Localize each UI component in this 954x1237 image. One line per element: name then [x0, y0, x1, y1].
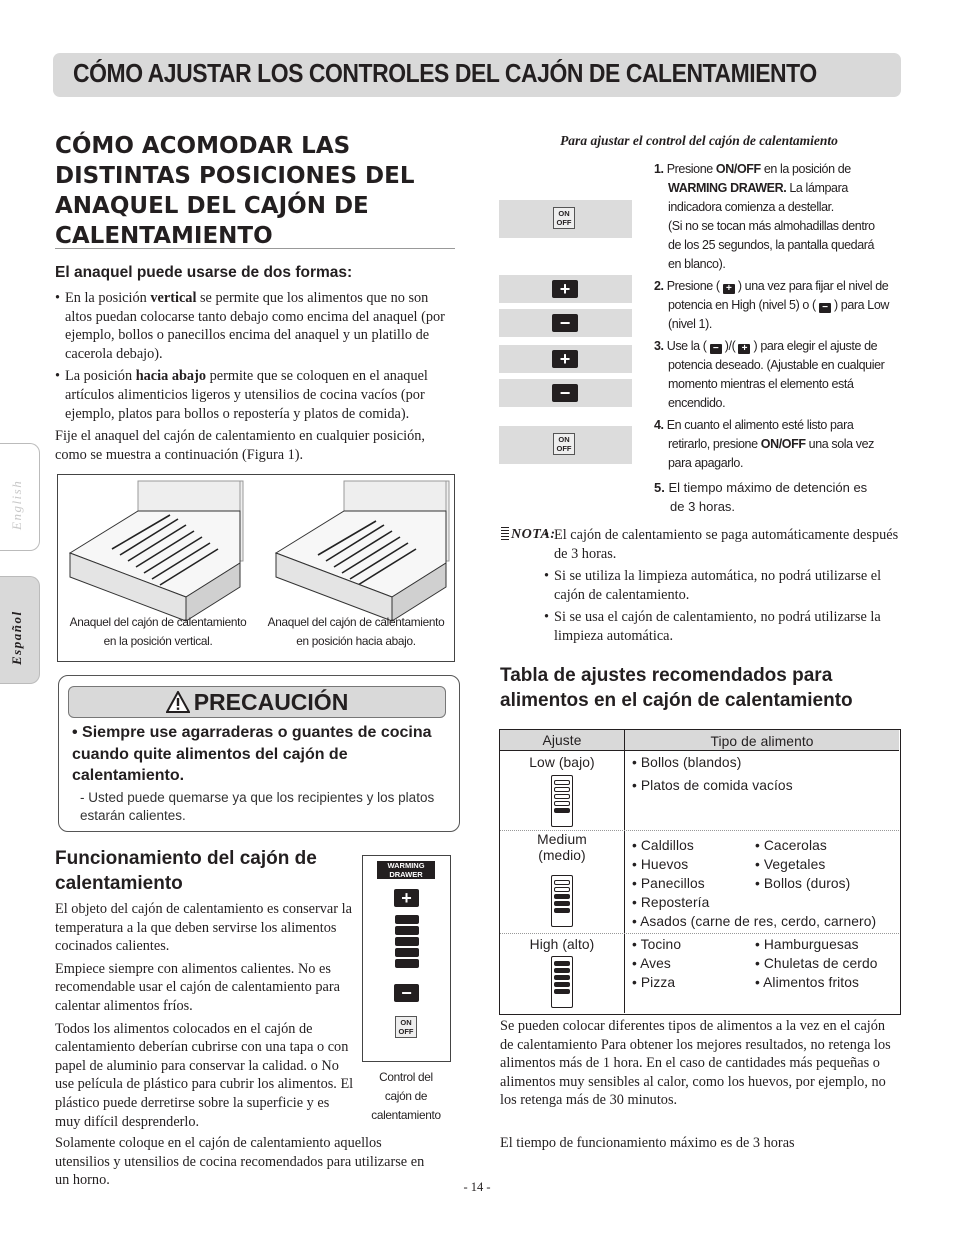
step-3: 3. Use la ( − )/( + ) para elegir el ajuste de potencia deseado. (Ajustable en cualquier momento mientras el elemento está encendido. [654, 339, 885, 410]
shelf-paragraph: Fije el anaquel del cajón de calentamiento en cualquier posición, como se muestra a continuación (Figura 1). [55, 428, 425, 463]
step-5: 5. El tiempo máximo de detención es de 3 horas. [654, 480, 868, 514]
onoff-button-2[interactable]: ON OFF [553, 433, 575, 455]
nota-item-1: • El cajón de calentamiento se paga automáticamente después de 3 horas. [544, 526, 904, 563]
tab-english[interactable] [0, 443, 40, 551]
row-medium-foods-right: • Cacerolas • Vegetales • Bollos (duros) [755, 838, 851, 891]
table-note: Se pueden colocar diferentes tipos de alimentos a la vez en el cajón de calentamiento Para obtener los mejores resultados, no retenga los alimentos más de 1 hora. En el caso de cantidades más pequeñas o alimentos muy sensibles al calor, como los huevos, por ejemplo, no los retenga más de 30 minutos. [500, 1018, 891, 1109]
row-high-label: High (alto) [529, 937, 595, 952]
step3-minus-strip [499, 379, 632, 407]
panel-label: WARMING DRAWER [377, 861, 435, 879]
row-medium-foods-left: • Caldillos • Huevos • Panecillos • Repostería [632, 838, 710, 910]
func-p3: Todos los alimentos colocados en el cajón de calentamiento deberían cubrirse con una tapa o con papel de aluminio para conservar la calidad. o No use película de plástico para cubrir los alimentos. El plástico puede derretirse sobre la superficie y es muy difícil desprenderlo. [55, 1020, 354, 1130]
onoff-button-1[interactable]: ON OFF [553, 207, 575, 229]
bullet-down: • La posición hacia abajo permite que se coloquen en el anaquel artículos alimenticios ligeros y utensilios de cocina vacíos (por ejemplo, platos para bollos o repostería y platos de comida). [55, 367, 455, 423]
tab-espanol[interactable] [0, 576, 40, 684]
caption-vertical: Anaquel del cajón de calentamiento en la posición vertical. [69, 615, 247, 648]
table-col-ajuste: Ajuste [542, 733, 582, 748]
plus-button-2[interactable]: + [552, 350, 578, 368]
section-title-shelf: CÓMO ACOMODAR LAS DISTINTAS POSICIONES DEL ANAQUEL DEL CAJÓN DE CALENTAMIENTO [55, 133, 415, 249]
settings-table [499, 729, 901, 1015]
drawer-vertical [70, 481, 243, 621]
nota-list [544, 526, 904, 646]
func-p1: El objeto del cajón de calentamiento es conservar la temperatura a la que deben servirse los alimentos cocinados calientes. [55, 901, 352, 955]
header-bar [53, 53, 901, 97]
nota-icon [501, 526, 509, 540]
step2-minus-strip [499, 309, 632, 337]
row-high-foods-left: • Tocino • Aves • Pizza [632, 937, 682, 990]
row-medium-foods-last: • Asados (carne de res, cerdo, carnero) [632, 914, 877, 929]
func-text [55, 900, 357, 1131]
step-1: 1. Presione ON/OFF en la posición de WARMING DRAWER. La lámpara indicadora comienza a destellar. (Si no se tocan más almohadillas dentro de los 25 segundos, la pantalla quedará en blanco). [654, 162, 875, 271]
figure-shelf-positions [57, 474, 455, 662]
caution-header [68, 686, 446, 718]
page-title: CÓMO AJUSTAR LOS CONTROLES DEL CAJÓN DE CALENTAMIENTO [73, 60, 817, 88]
minus-button-1[interactable]: − [552, 314, 578, 332]
row-divider-2 [500, 933, 899, 934]
page-number: - 14 - [463, 1180, 491, 1194]
row-medium-label: Medium (medio) [537, 832, 587, 863]
bullet-vertical: • En la posición vertical se permite que los alimentos que no son altos puedan colocarse tanto debajo como encima del anaquel (por ejemplo, bollos o panecillos encima del anaquel y un platillo de cacerola debajo). [55, 289, 455, 363]
tab-espanol-label: Español [9, 610, 24, 665]
drawer-down [276, 481, 449, 621]
caution-main-text: • Siempre use agarraderas o guantes de cocina cuando quite alimentos del cajón de calentamiento. [72, 724, 432, 784]
func-p4: Solamente coloque en el cajón de calentamiento aquellos utensilios y utensilios de cocina recomendados para utilizarse en un horno. [55, 1135, 425, 1189]
plus-icon: + [394, 889, 419, 907]
row-divider-1 [500, 830, 899, 831]
minus-icon: − [394, 984, 419, 1002]
table-col-tipo: Tipo de alimento [710, 734, 814, 749]
step3-plus-strip [499, 345, 632, 373]
caution-title: PRECAUCIÓN [193, 689, 349, 715]
row-low-label: Low (bajo) [529, 755, 595, 770]
level-low-icon [551, 775, 573, 827]
panel-level-bars [395, 913, 419, 975]
title-divider [55, 248, 455, 249]
row-high-foods-right: • Hamburguesas • Chuletas de cerdo • Alimentos fritos [755, 937, 878, 990]
func-p2: Empiece siempre con alimentos calientes. No es recomendable usar el cajón de calentamiento para calentar alimentos fríos. [55, 960, 340, 1014]
control-panel-figure [362, 855, 451, 1062]
caption-down: Anaquel del cajón de calentamiento en posición hacia abajo. [267, 615, 445, 648]
func-heading: Funcionamiento del cajón de calentamiento [55, 848, 317, 894]
nota-label: NOTA: [501, 526, 556, 543]
level-medium-icon [551, 875, 573, 927]
onoff-icon: ON OFF [395, 1016, 417, 1038]
shelf-subheading: El anaquel puede usarse de dos formas: [55, 264, 353, 281]
minus-mini-icon: − [710, 344, 722, 354]
table-heading: Tabla de ajustes recomendados para alimentos en el cajón de calentamiento [500, 665, 853, 711]
warning-icon [166, 691, 190, 713]
max-time-note: El tiempo de funcionamiento máximo es de 3 horas [500, 1135, 795, 1151]
step-4: 4. En cuanto el alimento esté listo para retirarlo, presione ON/OFF una sola vez para apagarlo. [654, 418, 875, 470]
panel-caption: Control del cajón de calentamiento [371, 1070, 441, 1122]
minus-button-2[interactable]: − [552, 384, 578, 402]
nota-item-3: • Si se usa el cajón de calentamiento, no podrá utilizarse la limpieza automática. [544, 608, 904, 645]
shelf-text [55, 289, 455, 464]
plus-button-1[interactable]: + [552, 280, 578, 298]
nota-item-2: • Si se utiliza la limpieza automática, no podrá utilizarse el cajón de calentamiento. [544, 567, 904, 604]
step4-button-strip [499, 426, 632, 464]
tab-english-label: English [9, 479, 24, 530]
level-high-icon [551, 956, 573, 1008]
table-col-divider [624, 730, 625, 1013]
plus-mini-icon: + [723, 284, 735, 294]
step-2: 2. Presione ( + ) una vez para fijar el nivel de potencia en High (nivel 5) o ( − ) para Low (nivel 1). [654, 279, 890, 331]
right-subtitle: Para ajustar el control del cajón de calentamiento [560, 133, 838, 148]
step1-button-strip [499, 200, 632, 238]
caution-sub-text: - Usted puede quemarse ya que los recipientes y los platos estarán calientes. [80, 790, 435, 823]
minus-mini-icon: − [819, 303, 831, 313]
step2-plus-strip [499, 275, 632, 303]
plus-mini-icon: + [738, 344, 750, 354]
row-low-foods: • Bollos (blandos) • Platos de comida vacíos [632, 755, 793, 793]
